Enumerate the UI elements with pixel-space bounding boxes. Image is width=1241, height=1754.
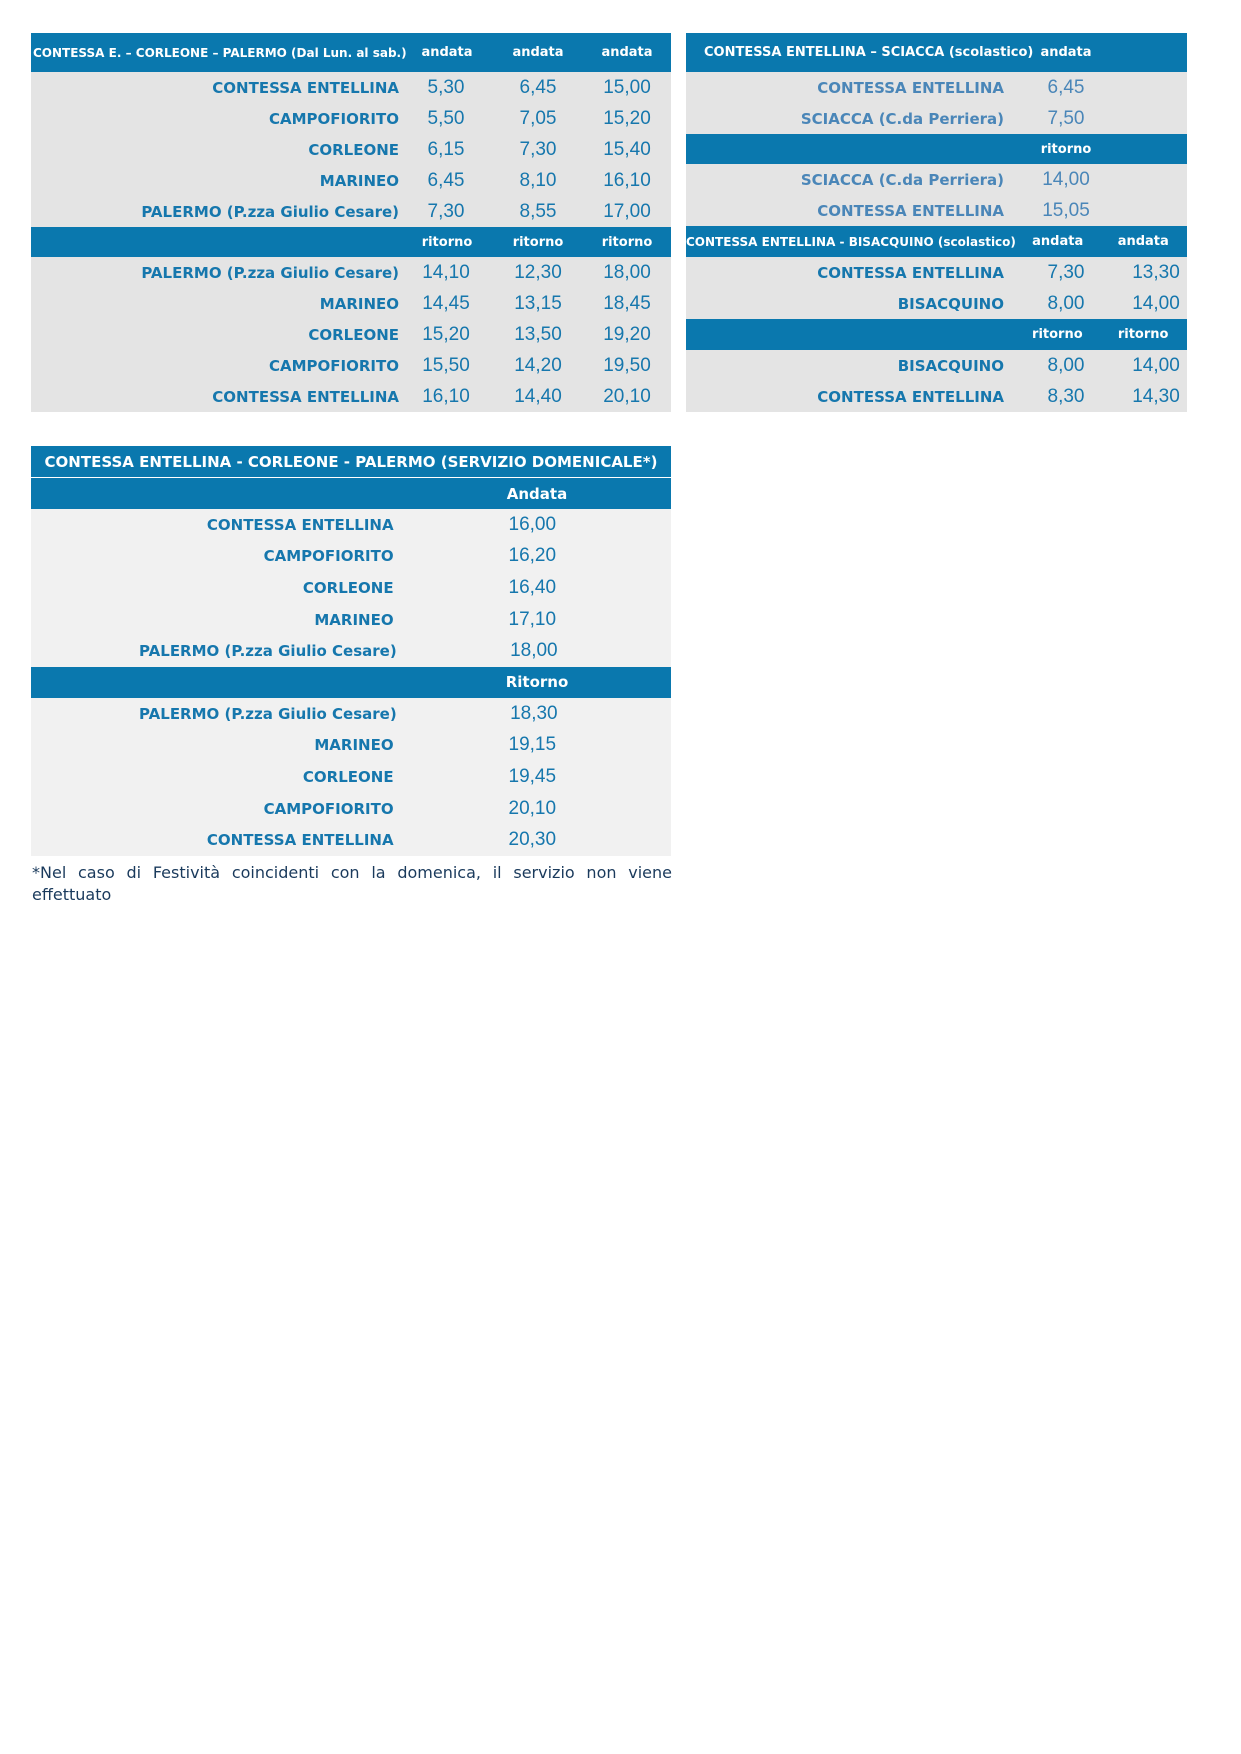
column-header: andata [1040, 45, 1092, 60]
departure-time: 8,30 [1047, 385, 1085, 407]
departure-time: 6,45 [427, 169, 465, 191]
departure-time: 7,05 [519, 107, 557, 129]
table-row [31, 165, 671, 196]
stop-name: CONTESSA ENTELLINA [206, 515, 394, 534]
departure-time: 5,50 [427, 107, 465, 129]
departure-time: 6,15 [427, 138, 465, 160]
table-title: CONTESSA ENTELLINA – SCIACCA (scolastico) [704, 45, 1034, 60]
column-header: andata [601, 45, 653, 60]
departure-time: 14,00 [1132, 292, 1180, 314]
table-row [686, 381, 1187, 412]
table-row [31, 793, 671, 825]
table-row [31, 196, 671, 227]
stop-name: PALERMO (P.zza Giulio Cesare) [141, 263, 399, 282]
column-header: ritorno [421, 234, 473, 250]
departure-time: 18,45 [603, 292, 651, 314]
timetable-weekday-header [31, 33, 671, 72]
column-header: Ritorno [505, 673, 569, 692]
departure-time: 13,15 [514, 292, 562, 314]
departure-time: 6,45 [519, 76, 557, 98]
return-header [31, 667, 671, 698]
table-row [686, 257, 1187, 288]
departure-time: 14,20 [514, 354, 562, 376]
table-row [31, 730, 671, 762]
table-row [31, 72, 671, 103]
departure-time: 19,20 [603, 323, 651, 345]
stop-name: CONTESSA ENTELLINA [206, 831, 394, 850]
stop-name: CORLEONE [308, 140, 399, 159]
departure-time: 20,10 [603, 385, 651, 407]
departure-time: 13,50 [514, 323, 562, 345]
outbound-rows [31, 509, 671, 667]
timetable-sciacca [686, 33, 1187, 412]
stop-name: CAMPOFIORITO [263, 799, 394, 818]
departure-time: 7,30 [427, 200, 465, 222]
footnote: *Nel caso di Festività coincidenti con la domenica, il servizio non viene effettuato [32, 863, 672, 904]
table-title: CONTESSA E. – CORLEONE – PALERMO (Dal Lun. al sab.) [33, 45, 407, 60]
table-row [31, 635, 671, 667]
outbound-rows [686, 72, 1187, 134]
table-row [686, 72, 1187, 103]
timetable-sciacca-header [686, 33, 1187, 72]
table-row [31, 509, 671, 541]
column-header: ritorno [512, 234, 564, 250]
table-row [686, 164, 1187, 195]
departure-time: 8,00 [1047, 354, 1085, 376]
departure-time: 17,00 [603, 200, 651, 222]
stop-name: BISACQUINO [897, 356, 1004, 375]
timetable-bisacquino-header [686, 226, 1187, 257]
table-row [31, 319, 671, 350]
stop-name: PALERMO (P.zza Giulio Cesare) [139, 642, 397, 661]
stop-name: BISACQUINO [897, 294, 1004, 313]
departure-time: 14,30 [1132, 385, 1180, 407]
stop-name: CONTESSA ENTELLINA [817, 78, 1004, 97]
outbound-header [31, 478, 671, 509]
table-row [31, 604, 671, 636]
departure-time: 18,30 [510, 702, 558, 724]
stop-name: CAMPOFIORITO [269, 356, 399, 375]
table-row [31, 381, 671, 412]
column-header: andata [512, 45, 564, 60]
outbound-rows [686, 257, 1187, 319]
table-row [31, 257, 671, 288]
column-header: andata [1117, 234, 1169, 249]
stop-name: MARINEO [314, 736, 394, 755]
stop-name: MARINEO [314, 610, 394, 629]
return-rows [686, 164, 1187, 226]
return-rows [31, 257, 671, 412]
departure-time: 16,20 [508, 545, 557, 567]
stop-name: CORLEONE [302, 767, 394, 786]
stop-name: CAMPOFIORITO [263, 547, 394, 566]
departure-time: 8,55 [519, 200, 557, 222]
column-header: andata [1032, 234, 1084, 249]
departure-time: 16,40 [508, 576, 557, 598]
departure-time: 16,00 [508, 513, 557, 535]
departure-time: 13,30 [1132, 261, 1180, 283]
stop-name: CAMPOFIORITO [269, 109, 399, 128]
table-row [31, 134, 671, 165]
stop-name: MARINEO [319, 294, 399, 313]
table-row [31, 572, 671, 604]
departure-time: 15,50 [422, 354, 470, 376]
stop-name: PALERMO (P.zza Giulio Cesare) [141, 202, 399, 221]
departure-time: 15,05 [1042, 199, 1090, 221]
departure-time: 16,10 [422, 385, 470, 407]
stop-name: CONTESSA ENTELLINA [212, 78, 399, 97]
departure-time: 19,15 [508, 734, 557, 756]
departure-time: 16,10 [603, 169, 651, 191]
table-row [31, 761, 671, 793]
departure-time: 15,20 [422, 323, 470, 345]
stop-name: CONTESSA ENTELLINA [817, 387, 1004, 406]
table-row [686, 350, 1187, 381]
departure-time: 19,45 [508, 765, 557, 787]
column-header: andata [421, 45, 473, 60]
departure-time: 18,00 [510, 640, 558, 662]
departure-time: 15,00 [603, 76, 651, 98]
stop-name: CORLEONE [302, 578, 394, 597]
stop-name: CONTESSA ENTELLINA [817, 263, 1004, 282]
table-row [31, 698, 671, 730]
departure-time: 5,30 [427, 76, 465, 98]
departure-time: 12,30 [514, 261, 562, 283]
stop-name: PALERMO (P.zza Giulio Cesare) [139, 704, 397, 723]
table-row [31, 103, 671, 134]
column-header: ritorno [601, 234, 653, 250]
stop-name: MARINEO [319, 171, 399, 190]
return-header [686, 134, 1187, 164]
return-header [31, 227, 671, 257]
departure-time: 7,30 [519, 138, 557, 160]
departure-time: 7,30 [1047, 261, 1085, 283]
departure-time: 14,40 [514, 385, 562, 407]
column-header: ritorno [1032, 327, 1083, 342]
table-title: CONTESSA ENTELLINA - BISACQUINO (scolastico) [686, 234, 1016, 249]
table-row [31, 824, 671, 856]
departure-time: 14,00 [1042, 168, 1090, 190]
table-row [31, 541, 671, 573]
departure-time: 20,10 [508, 797, 557, 819]
stop-name: CORLEONE [308, 325, 399, 344]
stop-name: SCIACCA (C.da Perriera) [800, 109, 1004, 128]
stop-name: SCIACCA (C.da Perriera) [800, 170, 1004, 189]
column-header: ritorno [1040, 141, 1092, 157]
column-header: ritorno [1117, 327, 1169, 342]
departure-time: 14,45 [422, 292, 470, 314]
departure-time: 7,50 [1047, 107, 1085, 129]
departure-time: 19,50 [603, 354, 651, 376]
outbound-rows [31, 72, 671, 227]
column-header: Andata [506, 484, 568, 503]
departure-time: 14,10 [422, 261, 470, 283]
return-rows [31, 698, 671, 856]
departure-time: 14,00 [1132, 354, 1180, 376]
departure-time: 20,30 [508, 829, 557, 851]
departure-time: 8,00 [1047, 292, 1085, 314]
departure-time: 15,20 [603, 107, 651, 129]
departure-time: 6,45 [1047, 76, 1085, 98]
departure-time: 8,10 [519, 169, 557, 191]
table-row [686, 103, 1187, 134]
departure-time: 18,00 [603, 261, 651, 283]
timetable-weekday [31, 33, 671, 412]
table-row [686, 288, 1187, 319]
stop-name: CONTESSA ENTELLINA [817, 201, 1004, 220]
departure-time: 17,10 [508, 608, 557, 630]
timetable-sunday-header [31, 446, 671, 478]
table-row [686, 195, 1187, 226]
table-row [31, 350, 671, 381]
stop-name: CONTESSA ENTELLINA [212, 387, 399, 406]
table-title: CONTESSA ENTELLINA - CORLEONE - PALERMO (SERVIZIO DOMENICALE*) [44, 452, 658, 471]
return-rows [686, 350, 1187, 412]
table-row [31, 288, 671, 319]
timetable-sunday [31, 446, 671, 856]
departure-time: 15,40 [603, 138, 651, 160]
return-header [686, 319, 1187, 350]
